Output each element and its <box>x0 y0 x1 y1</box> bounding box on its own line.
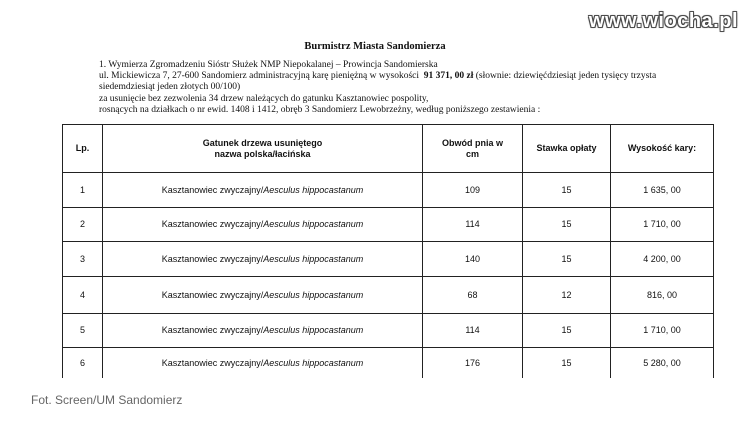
polish-name: Kasztanowiec zwyczajny/ <box>161 219 264 230</box>
header-text-line: nazwa polska/łacińska <box>214 148 311 159</box>
cell-rate: 15 <box>523 313 611 348</box>
paragraph-line-3: siedemdziesiąt jeden złotych 00/100) <box>99 82 241 93</box>
address-text: ul. Mickiewicza 7, 27-600 Sandomierz administracyjną karę pieniężną w wysokości <box>99 71 419 82</box>
cell-circumference: 176 <box>423 348 523 379</box>
latin-name: Aesculus hippocastanum <box>263 184 364 195</box>
table-row <box>63 242 714 277</box>
paragraph-line-4: za usunięcie bez zezwolenia 34 drzew należących do gatunku Kasztanowiec pospolity, <box>99 93 429 104</box>
cell-circumference: 68 <box>423 276 523 313</box>
paragraph-line-5: rosnących na działkach o nr ewid. 1408 i 1412, obręb 3 Sandomierz Lewobrzeżny, według poniższego zestawienia : <box>99 104 541 115</box>
table-row <box>63 173 714 208</box>
cell-circumference: 114 <box>423 207 523 242</box>
cell-fine: 1 710, 00 <box>611 207 714 242</box>
document-title: Burmistrz Miasta Sandomierza <box>304 41 446 52</box>
cell-fine: 816, 00 <box>611 276 714 313</box>
fine-amount: 91 371, 00 zł <box>423 71 474 82</box>
header-text-line: Obwód pnia w <box>442 137 503 148</box>
cell-lp: 6 <box>63 348 103 379</box>
polish-name: Kasztanowiec zwyczajny/ <box>161 358 264 368</box>
photo-credit: Fot. Screen/UM Sandomierz <box>31 393 183 407</box>
cell-rate: 15 <box>523 348 611 379</box>
polish-name: Kasztanowiec zwyczajny/ <box>161 289 264 300</box>
cell-species <box>103 242 423 277</box>
cell-circumference: 140 <box>423 242 523 277</box>
decision-paragraph <box>99 60 721 116</box>
cell-lp: 4 <box>63 276 103 313</box>
cell-species <box>103 276 423 313</box>
cell-species <box>103 313 423 348</box>
header-text-line: cm <box>465 148 479 159</box>
cell-fine: 4 200, 00 <box>611 242 714 277</box>
header-fine: Wysokość kary: <box>611 125 714 173</box>
cell-lp: 2 <box>63 207 103 242</box>
cell-circumference: 109 <box>423 173 523 208</box>
header-text-line: Gatunek drzewa usuniętego <box>202 137 323 148</box>
header-species <box>103 125 423 173</box>
paragraph-line-2 <box>99 71 721 82</box>
latin-name: Aesculus hippocastanum <box>263 325 364 336</box>
cell-circumference: 114 <box>423 313 523 348</box>
cell-fine: 1 635, 00 <box>611 173 714 208</box>
cell-rate: 15 <box>523 207 611 242</box>
table-row <box>63 348 714 379</box>
latin-name: Aesculus hippocastanum <box>263 289 364 300</box>
cell-species <box>103 173 423 208</box>
table-row <box>63 276 714 313</box>
polish-name: Kasztanowiec zwyczajny/ <box>161 253 264 264</box>
paragraph-line-1: 1. Wymierza Zgromadzeniu Sióstr Służek NMP Niepokalanej – Prowincja Sandomierska <box>99 60 438 70</box>
cell-species <box>103 207 423 242</box>
latin-name: Aesculus hippocastanum <box>263 219 364 230</box>
trees-table <box>62 124 714 378</box>
table-row <box>63 313 714 348</box>
latin-name: Aesculus hippocastanum <box>263 253 364 264</box>
amount-in-words: (słownie: dziewięćdziesiąt jeden tysięcy trzysta <box>475 71 657 82</box>
polish-name: Kasztanowiec zwyczajny/ <box>161 184 264 195</box>
cell-rate: 12 <box>523 276 611 313</box>
cell-rate: 15 <box>523 173 611 208</box>
cell-fine: 1 710, 00 <box>611 313 714 348</box>
cell-fine: 5 280, 00 <box>611 348 714 379</box>
cell-lp: 1 <box>63 173 103 208</box>
table-row <box>63 207 714 242</box>
cell-rate: 15 <box>523 242 611 277</box>
header-rate: Stawka opłaty <box>523 125 611 173</box>
cell-lp: 3 <box>63 242 103 277</box>
cell-species <box>103 348 423 379</box>
latin-name: Aesculus hippocastanum <box>263 358 364 368</box>
header-circumference <box>423 125 523 173</box>
cell-lp: 5 <box>63 313 103 348</box>
site-watermark: www.wiocha.pl <box>588 10 738 32</box>
table-header-row <box>63 125 714 173</box>
polish-name: Kasztanowiec zwyczajny/ <box>161 325 264 336</box>
header-lp: Lp. <box>63 125 103 173</box>
